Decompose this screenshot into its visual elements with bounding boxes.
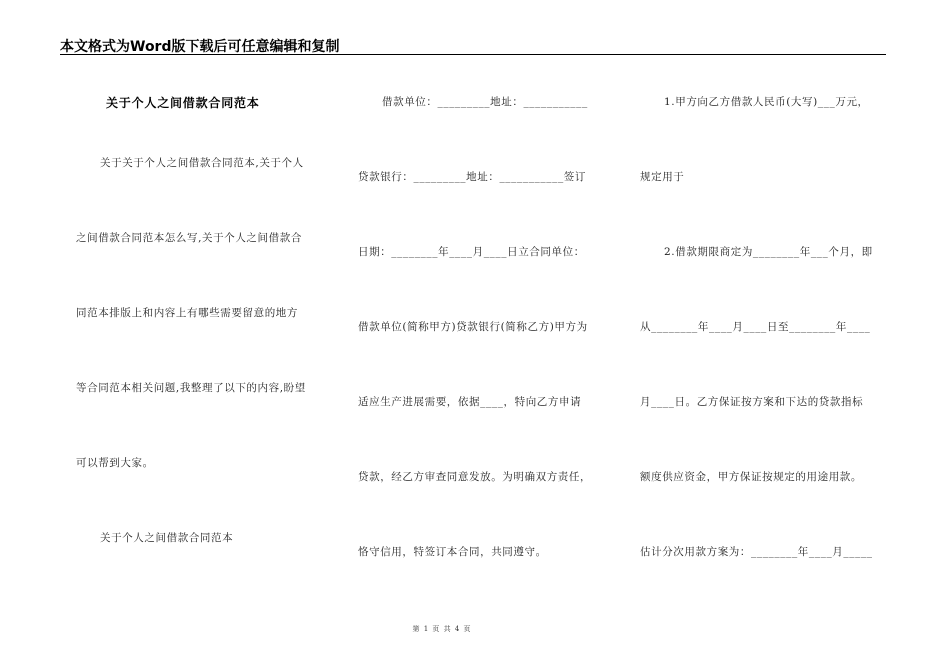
body-line: 可以帮到大家。: [76, 457, 154, 469]
document-title: 关于个人之间借款合同范本: [106, 96, 260, 110]
body-line: 月____日。乙方保证按方案和下达的贷款指标: [640, 396, 864, 408]
header-divider: [60, 54, 886, 55]
body-line: 日期：________年____月____日立合同单位：: [358, 246, 585, 258]
body-line: 同范本排版上和内容上有哪些需要留意的地方: [76, 307, 298, 319]
body-line: 规定用于: [640, 171, 685, 183]
body-line: 之间借款合同范本怎么写,关于个人之间借款合: [76, 232, 302, 244]
body-line: 从________年____月____日至________年____: [640, 321, 871, 333]
body-line: 估计分次用款方案为：________年____月_____: [640, 546, 873, 558]
body-line: 适应生产进展需要，依据____，特向乙方申请: [358, 396, 582, 408]
body-line: 贷款银行：_________地址：___________签订: [358, 171, 586, 183]
body-line: 额度供应资金，甲方保证按规定的用途用款。: [640, 471, 862, 483]
body-line: 2.借款期限商定为________年___个月，即: [664, 246, 873, 258]
body-line: 关于关于个人之间借款合同范本,关于个人: [100, 157, 304, 169]
body-line: 1.甲方向乙方借款人民币(大写)___万元，: [664, 96, 869, 108]
body-line: 贷款，经乙方审查同意发放。为明确双方责任，: [358, 471, 592, 483]
body-line: 恪守信用，特签订本合同，共同遵守。: [358, 546, 547, 558]
body-line: 借款单位：_________地址：___________: [382, 96, 588, 108]
body-line: 等合同范本相关问题,我整理了以下的内容,盼望: [76, 382, 306, 394]
body-line: 借款单位(简称甲方)贷款银行(简称乙方)甲方为: [358, 321, 588, 333]
section-heading: 关于个人之间借款合同范本: [100, 532, 234, 544]
page-number: 第 1 页 共 4 页: [412, 625, 472, 633]
document-header: 本文格式为Word版下载后可任意编辑和复制: [60, 39, 340, 55]
